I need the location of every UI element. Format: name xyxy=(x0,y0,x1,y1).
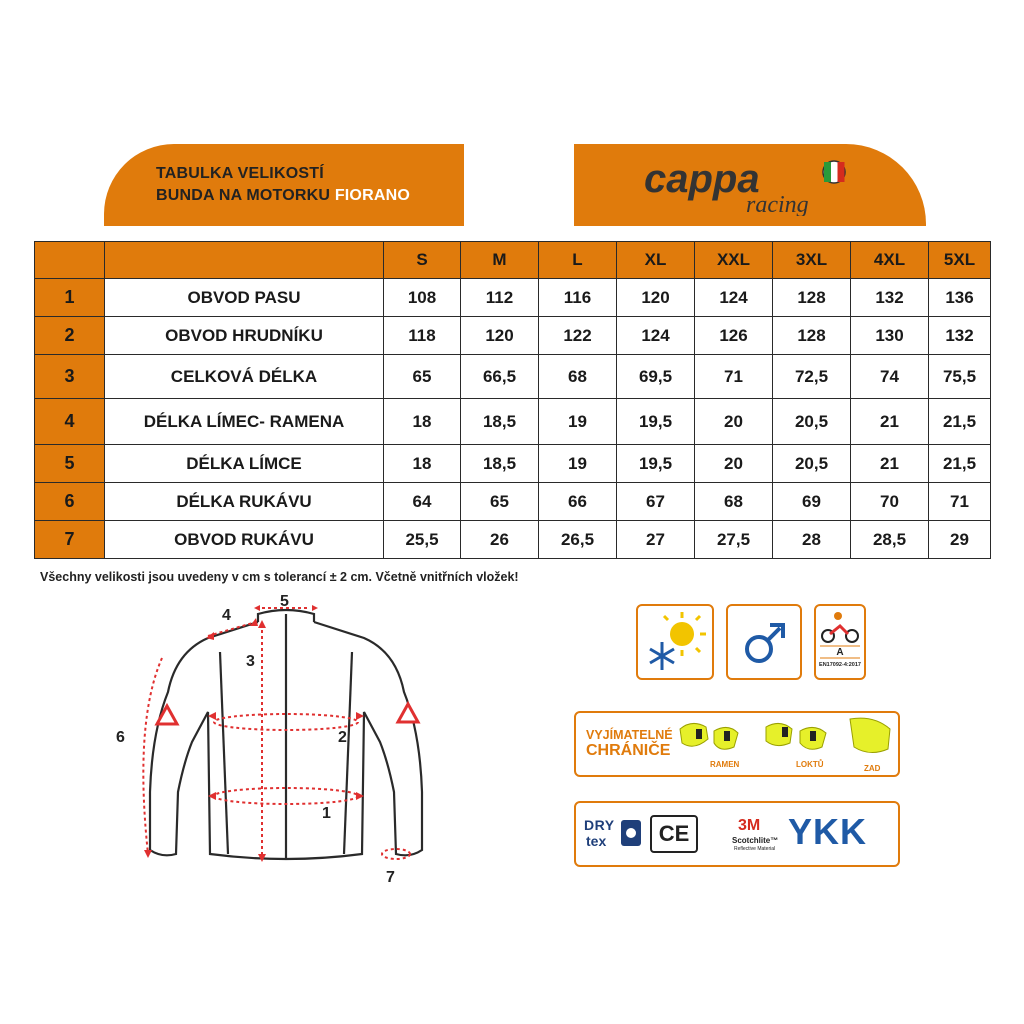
size-value-cell: 29 xyxy=(929,521,991,559)
drytex-line-1: DRY xyxy=(584,817,615,833)
measure-label-3: 3 xyxy=(246,653,255,670)
size-header: 4XL xyxy=(851,242,929,279)
size-value-cell: 20 xyxy=(695,445,773,483)
ykk-logo: YKK xyxy=(788,811,868,852)
size-value-cell: 18 xyxy=(384,399,461,445)
size-table xyxy=(34,241,991,559)
size-value-cell: 28 xyxy=(773,521,851,559)
protector-label-shoulders: RAMEN xyxy=(710,760,740,769)
cert-code: EN17092-4:2017 xyxy=(819,662,861,668)
protector-label-elbows: LOKTŮ xyxy=(796,760,824,769)
measure-label-6: 6 xyxy=(116,729,125,746)
title-product: BUNDA NA MOTORKU xyxy=(156,187,335,204)
size-value-cell: 74 xyxy=(851,355,929,399)
size-value-cell: 72,5 xyxy=(773,355,851,399)
size-value-cell: 120 xyxy=(617,279,695,317)
scotchlite-sub: Reflective Material xyxy=(734,846,776,852)
size-value-cell: 19,5 xyxy=(617,399,695,445)
title-banner xyxy=(104,144,464,226)
certification-badge xyxy=(814,604,866,680)
jacket-diagram xyxy=(110,592,430,892)
measurement-lines xyxy=(143,608,410,859)
size-value-cell: 132 xyxy=(929,317,991,355)
protector-icons xyxy=(674,715,898,761)
measure-label-4: 4 xyxy=(222,607,231,624)
size-value-cell: 27 xyxy=(617,521,695,559)
size-value-cell: 124 xyxy=(695,279,773,317)
brand-banner xyxy=(574,144,926,226)
title-line-2 xyxy=(156,187,410,205)
size-value-cell: 65 xyxy=(384,355,461,399)
size-value-cell: 19 xyxy=(539,445,617,483)
size-value-cell: 25,5 xyxy=(384,521,461,559)
protector-label-back: ZAD xyxy=(864,764,881,773)
size-value-cell: 128 xyxy=(773,317,851,355)
size-value-cell: 18,5 xyxy=(461,445,539,483)
size-value-cell: 19 xyxy=(539,399,617,445)
row-number: 6 xyxy=(35,483,105,521)
size-value-cell: 68 xyxy=(695,483,773,521)
removable-protectors-box xyxy=(574,711,900,777)
size-value-cell: 71 xyxy=(929,483,991,521)
male-icon xyxy=(726,604,802,680)
size-value-cell: 26,5 xyxy=(539,521,617,559)
size-table-body xyxy=(35,279,991,559)
size-header-row xyxy=(35,242,991,279)
size-value-cell: 70 xyxy=(851,483,929,521)
size-value-cell: 66 xyxy=(539,483,617,521)
table-row xyxy=(35,521,991,559)
cappa-racing-logo xyxy=(638,156,858,216)
size-value-cell: 26 xyxy=(461,521,539,559)
3m-logo: 3M xyxy=(738,817,761,834)
size-value-cell: 19,5 xyxy=(617,445,695,483)
ce-mark: CE xyxy=(650,815,698,853)
size-header: XL xyxy=(617,242,695,279)
size-value-cell: 27,5 xyxy=(695,521,773,559)
title-line-1: TABULKA VELIKOSTÍ xyxy=(156,165,324,182)
size-header: M xyxy=(461,242,539,279)
row-number: 5 xyxy=(35,445,105,483)
row-number: 7 xyxy=(35,521,105,559)
size-header: XXL xyxy=(695,242,773,279)
row-number: 3 xyxy=(35,355,105,399)
size-value-cell: 66,5 xyxy=(461,355,539,399)
size-value-cell: 108 xyxy=(384,279,461,317)
size-header: S xyxy=(384,242,461,279)
measure-label-5: 5 xyxy=(280,593,289,610)
measurement-label: CELKOVÁ DÉLKA xyxy=(105,355,384,399)
all-season-icon xyxy=(636,604,714,680)
tolerance-note: Všechny velikosti jsou uvedeny v cm s tolerancí ± 2 cm. Včetně vnitřních vložek! xyxy=(40,570,519,584)
material-brands-box xyxy=(574,801,900,867)
size-value-cell: 69 xyxy=(773,483,851,521)
size-value-cell: 65 xyxy=(461,483,539,521)
drytex-logo xyxy=(584,817,642,851)
svg-text:racing: racing xyxy=(746,192,809,216)
row-number: 4 xyxy=(35,399,105,445)
size-header: 3XL xyxy=(773,242,851,279)
size-value-cell: 64 xyxy=(384,483,461,521)
header-empty-cell xyxy=(35,242,105,279)
measure-label-1: 1 xyxy=(322,805,331,822)
protectors-title xyxy=(586,727,673,759)
size-value-cell: 20,5 xyxy=(773,399,851,445)
table-row xyxy=(35,279,991,317)
svg-text:cappa: cappa xyxy=(644,157,760,201)
table-row xyxy=(35,445,991,483)
row-number: 1 xyxy=(35,279,105,317)
size-value-cell: 132 xyxy=(851,279,929,317)
size-value-cell: 28,5 xyxy=(851,521,929,559)
protectors-line-1: VYJÍMATELNÉ xyxy=(586,728,673,742)
size-value-cell: 128 xyxy=(773,279,851,317)
measurement-label: DÉLKA LÍMCE xyxy=(105,445,384,483)
size-value-cell: 20,5 xyxy=(773,445,851,483)
measurement-label: DÉLKA RUKÁVU xyxy=(105,483,384,521)
table-row xyxy=(35,483,991,521)
size-value-cell: 112 xyxy=(461,279,539,317)
measure-label-2: 2 xyxy=(338,729,347,746)
scotchlite-name: Scotchlite™ xyxy=(732,836,779,845)
header-label-cell xyxy=(105,242,384,279)
measurement-label: OBVOD RUKÁVU xyxy=(105,521,384,559)
protectors-line-2: CHRÁNIČE xyxy=(586,742,671,759)
size-value-cell: 130 xyxy=(851,317,929,355)
row-number: 2 xyxy=(35,317,105,355)
size-value-cell: 18,5 xyxy=(461,399,539,445)
size-value-cell: 116 xyxy=(539,279,617,317)
size-value-cell: 118 xyxy=(384,317,461,355)
size-value-cell: 18 xyxy=(384,445,461,483)
size-value-cell: 21,5 xyxy=(929,445,991,483)
size-header: 5XL xyxy=(929,242,991,279)
size-value-cell: 120 xyxy=(461,317,539,355)
table-row xyxy=(35,317,991,355)
size-value-cell: 21 xyxy=(851,399,929,445)
measurement-label: OBVOD HRUDNÍKU xyxy=(105,317,384,355)
size-value-cell: 67 xyxy=(617,483,695,521)
size-value-cell: 69,5 xyxy=(617,355,695,399)
table-row xyxy=(35,355,991,399)
title-model: FIORANO xyxy=(334,187,410,204)
table-row xyxy=(35,399,991,445)
drytex-line-2: tex xyxy=(586,833,607,849)
size-value-cell: 20 xyxy=(695,399,773,445)
cert-class: A xyxy=(836,647,844,658)
size-value-cell: 136 xyxy=(929,279,991,317)
reflective-triangle-icons xyxy=(157,704,418,724)
measurement-label: OBVOD PASU xyxy=(105,279,384,317)
size-value-cell: 126 xyxy=(695,317,773,355)
size-value-cell: 21,5 xyxy=(929,399,991,445)
size-value-cell: 21 xyxy=(851,445,929,483)
size-value-cell: 124 xyxy=(617,317,695,355)
drytex-drop-icon xyxy=(620,819,642,847)
size-value-cell: 68 xyxy=(539,355,617,399)
size-header: L xyxy=(539,242,617,279)
measure-label-7: 7 xyxy=(386,869,395,886)
size-value-cell: 71 xyxy=(695,355,773,399)
jacket-outline xyxy=(150,610,422,859)
measurement-label: DÉLKA LÍMEC- RAMENA xyxy=(105,399,384,445)
size-value-cell: 122 xyxy=(539,317,617,355)
size-value-cell: 75,5 xyxy=(929,355,991,399)
